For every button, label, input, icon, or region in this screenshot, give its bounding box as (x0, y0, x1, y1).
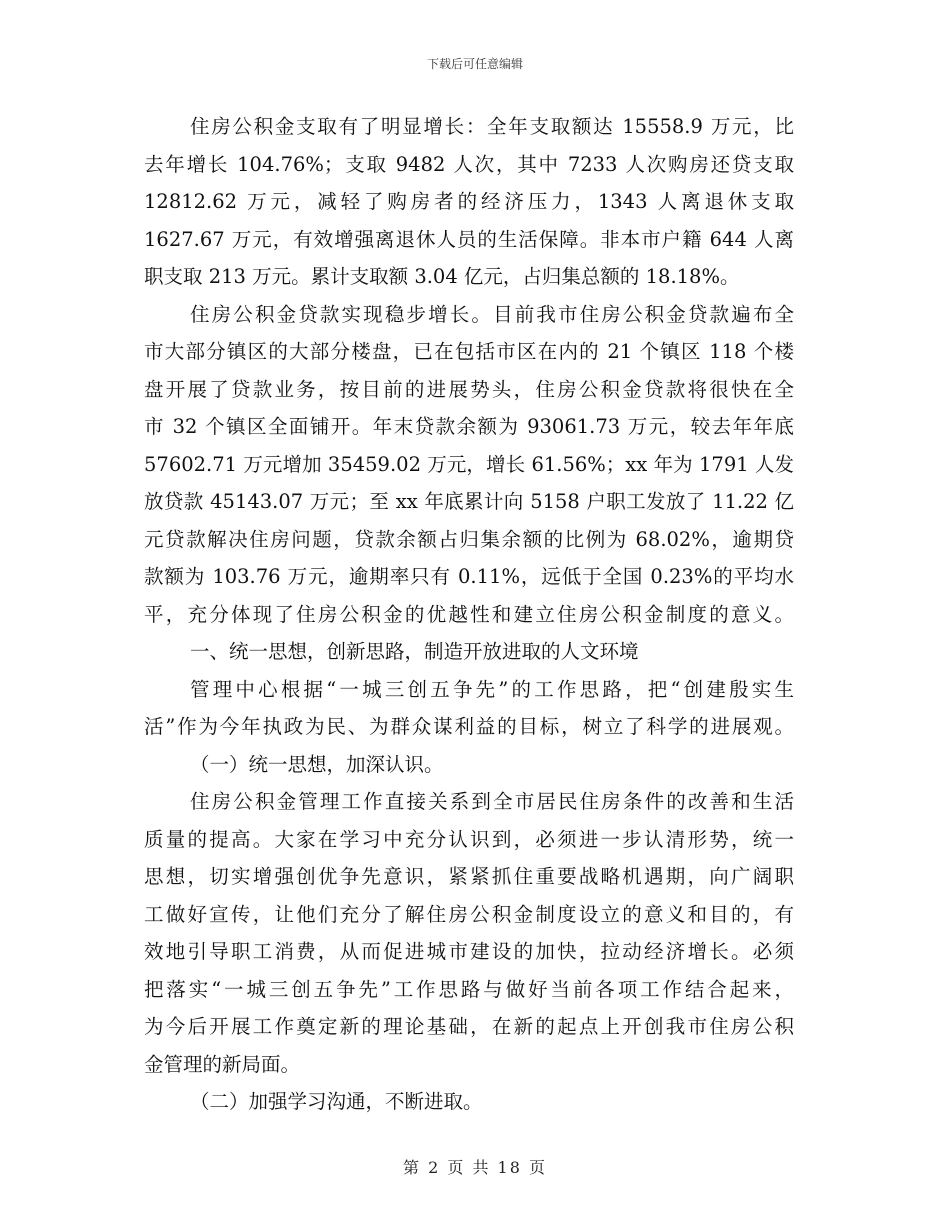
text-line: 放贷款 45143.07 万元；至 xx 年底累计向 5158 户职工发放了 11.22 亿 (144, 490, 794, 513)
text-line: 57602.71 万元增加 35459.02 万元，增长 61.56%；xx 年为 1791 人发 (144, 452, 794, 476)
section-heading-1 (144, 633, 794, 671)
text-line: 元贷款解决住房问题，贷款余额占归集余额的比例为 68.02%，逾期贷 (144, 527, 794, 551)
heading-line: （一）统一思想，加深认识。 (190, 752, 444, 776)
text-line: 把落实“一城三创五争先”工作思路与做好当前各项工作结合起来， (144, 977, 794, 1001)
text-line: 盘开展了贷款业务，按目前的进展势头，住房公积金贷款将很快在全 (144, 377, 794, 401)
text-line: 工做好宣传，让他们充分了解住房公积金制度设立的意义和目的，有 (144, 902, 794, 926)
text-line: 思想，切实增强创优争先意识，紧紧抓住重要战略机遇期，向广阔职 (144, 865, 794, 888)
text-line: 质量的提高。大家在学习中充分认识到，必须进一步认清形势，统一 (144, 827, 794, 851)
paragraph-management (144, 671, 794, 746)
subsection-heading-2 (144, 1083, 794, 1121)
text-line: 款额为 103.76 万元，逾期率只有 0.11%，远低于全国 0.23%的平均水 (144, 565, 794, 588)
page-number: 第 2 页 共 18 页 (403, 1158, 547, 1177)
text-line: 去年增长 104.76%；支取 9482 人次，其中 7233 人次购房还贷支取 (144, 152, 794, 176)
text-line: 金管理的新局面。 (144, 1052, 301, 1076)
text-line: 市大部分镇区的大部分楼盘，已在包括市区在内的 21 个镇区 118 个楼 (144, 340, 794, 363)
heading-line: 一、统一思想，创新思路，制造开放进取的人文环境 (190, 640, 639, 663)
paragraph-thinking (144, 783, 794, 1083)
subsection-heading-1 (144, 746, 794, 784)
heading-line: （二）加强学习沟通，不断进取。 (190, 1090, 483, 1113)
text-line: 住房公积金支取有了明显增长：全年支取额达 15558.9 万元，比 (190, 115, 794, 138)
paragraph-withdrawal (144, 108, 794, 296)
text-line: 1627.67 万元，有效增强离退休人员的生活保障。非本市户籍 644 人离 (144, 227, 794, 251)
page-header: 下载后可任意编辑 (426, 57, 523, 71)
text-line: 住房公积金贷款实现稳步增长。目前我市住房公积金贷款遍布全 (190, 302, 794, 326)
text-line: 为今后开展工作奠定新的理论基础，在新的起点上开创我市住房公积 (144, 1015, 794, 1038)
document-body (144, 108, 794, 1121)
text-line: 管理中心根据“一城三创五争先”的工作思路，把“创建殷实生 (190, 677, 794, 701)
text-line: 活”作为今年执政为民、为群众谋利益的目标，树立了科学的进展观。 (144, 715, 794, 738)
text-line: 平，充分体现了住房公积金的优越性和建立住房公积金制度的意义。 (144, 602, 794, 626)
text-line: 市 32 个镇区全面铺开。年末贷款余额为 93061.73 万元，较去年年底 (144, 415, 794, 438)
text-line: 12812.62 万元，减轻了购房者的经济压力，1343 人离退休支取 (144, 190, 794, 213)
text-line: 效地引导职工消费，从而促进城市建设的加快，拉动经济增长。必须 (144, 940, 794, 963)
paragraph-loans (144, 296, 794, 634)
text-line: 职支取 213 万元。累计支取额 3.04 亿元，占归集总额的 18.18%。 (144, 265, 740, 288)
text-line: 住房公积金管理工作直接关系到全市居民住房条件的改善和生活 (190, 790, 794, 813)
